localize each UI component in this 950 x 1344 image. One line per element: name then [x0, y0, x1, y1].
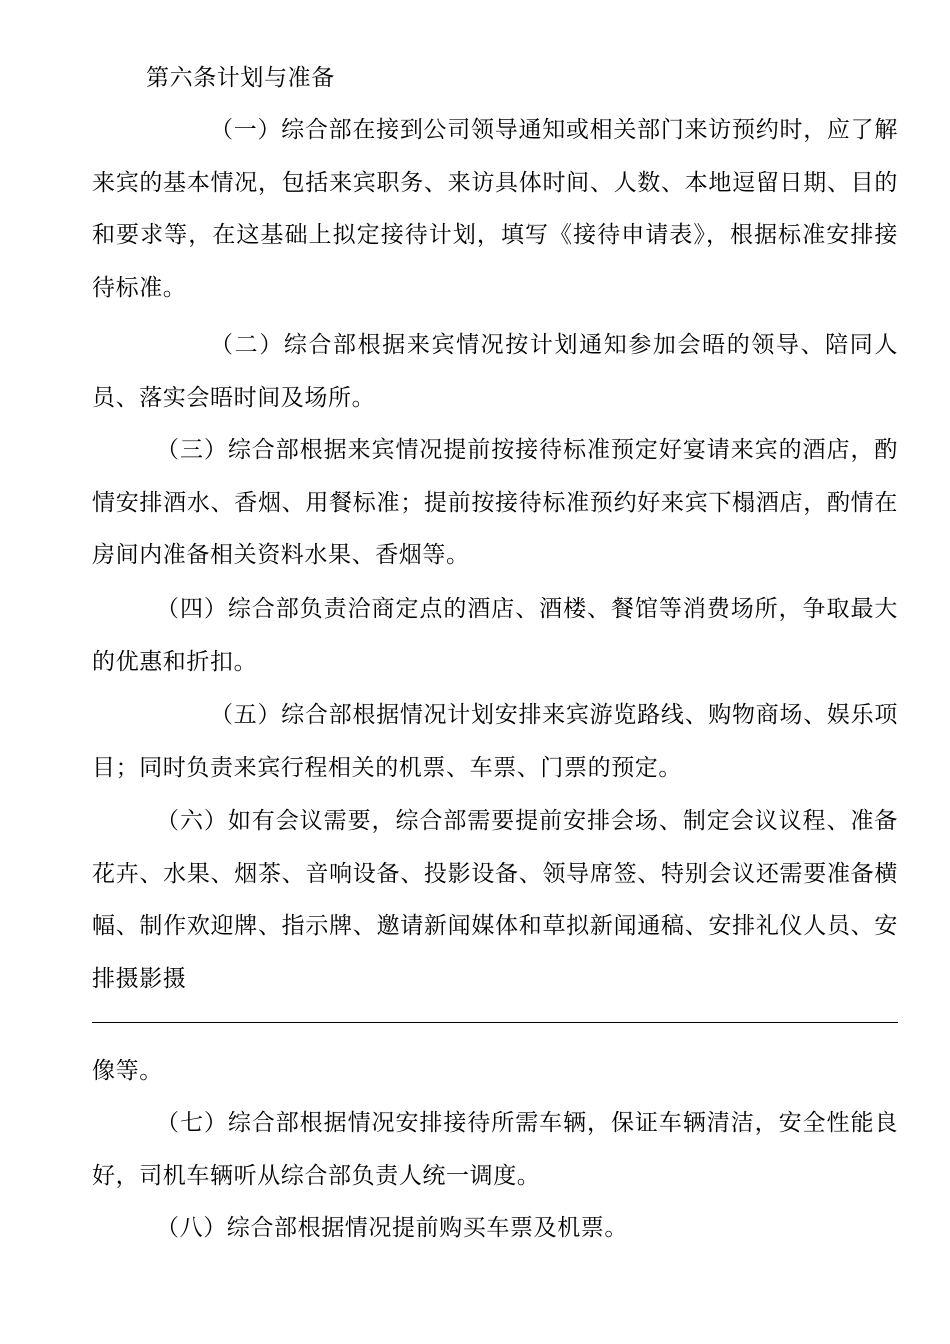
paragraph-3: （三）综合部根据来宾情况提前按接待标准预定好宴请来宾的酒店，酌情安排酒水、香烟、用餐标准；提前按接待标准预约好来宾下榻酒店，酌情在房间内准备相关资料水果、香烟等。 [92, 437, 898, 568]
paragraph-8: （八）综合部根据情况提前购买车票及机票。 [156, 1215, 628, 1241]
paragraph-7: （七）综合部根据情况安排接待所需车辆，保证车辆清洁，安全性能良好，司机车辆听从综合部负责人统一调度。 [92, 1110, 898, 1189]
section-title: 第六条计划与准备 [146, 65, 335, 91]
paragraph-4: （四）综合部负责洽商定点的酒店、酒楼、餐馆等消费场所，争取最大的优惠和折扣。 [92, 596, 898, 675]
paragraph-1: （一）综合部在接到公司领导通知或相关部门来访预约时，应了解来宾的基本情况，包括来宾职务、来访具体时间、人数、本地逗留日期、目的和要求等，在这基础上拟定接待计划，填写《接待申请表》，根据标准安排接待标准。 [92, 117, 898, 301]
paragraph-6-continuation: 像等。 [92, 1058, 163, 1084]
paragraph-2: （二）综合部根据来宾情况按计划通知参加会晤的领导、陪同人员、落实会晤时间及场所。 [92, 332, 898, 411]
paragraph-6: （六）如有会议需要，综合部需要提前安排会场、制定会议议程、准备花卉、水果、烟茶、音响设备、投影设备、领导席签、特别会议还需要准备横幅、制作欢迎牌、指示牌、邀请新闻媒体和草拟新闻通稿、安排礼仪人员、安排摄影摄 [92, 808, 898, 992]
page-break-divider [92, 1022, 898, 1023]
paragraph-5: （五）综合部根据情况计划安排来宾游览路线、购物商场、娱乐项目；同时负责来宾行程相关的机票、车票、门票的预定。 [92, 702, 898, 781]
